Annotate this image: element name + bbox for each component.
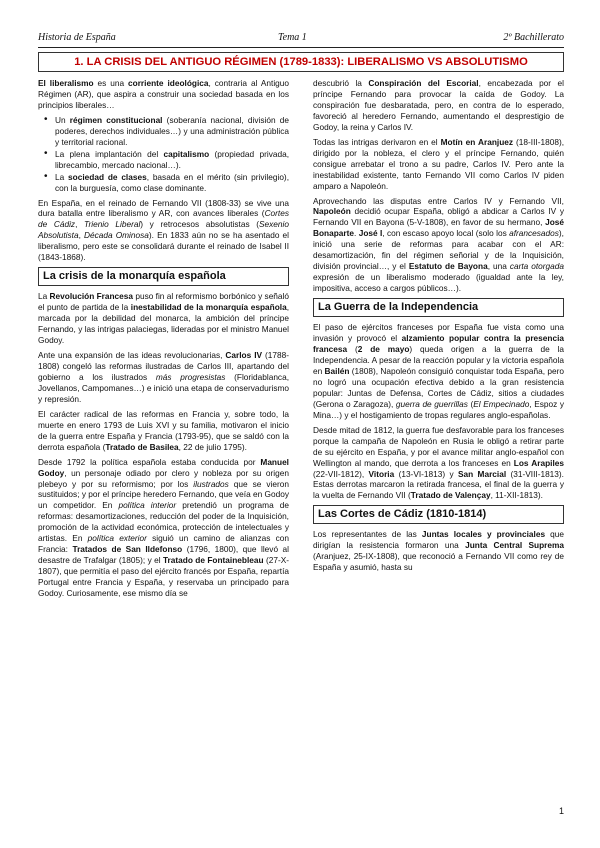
paragraph [313,196,564,295]
text-run: , marcada por la debilidad del monarca, la ambición del príncipe Fernando, y las intrigas palaciegas, lideradas por el ministro Manuel Godoy. [38,302,289,346]
text-run: (1808), Napoleón consiguió conquistar toda España, pero no logró una ocupación efectiva debido a la gran resistencia popular: Juntas de Defensa, Cortes de Cádiz, sitios a ciudades (Gerona o Zaragoza), [313,365,564,409]
text-run: Estatuto de Bayona [408,261,488,272]
text-run: Un [55,114,70,125]
text-run: afrancesados [509,228,559,239]
text-run: Junta Central Suprema [465,540,564,551]
text-run: régimen constitucional [69,114,163,125]
text-run: Tratados de San Ildefonso [72,544,183,555]
text-run: , 22 de julio 1795). [178,441,247,452]
text-run: José I [358,228,383,239]
text-run: (Aranjuez, 25-IX-1808), que reconoció a Fernando VII como rey de España y asumió, hasta su [313,551,564,573]
paragraph [313,78,564,133]
text-run: , [75,219,85,230]
text-run: política interior [118,500,177,511]
text-run: capitalismo [163,148,210,159]
text-run: , un personaje odiado por clero y nobleza por su origen plebeyo y por su reformismo; por los [38,467,289,489]
text-run: El Empecinado [473,398,530,409]
text-run: ilustrados [193,478,229,489]
text-run: Cortes de Cádiz [38,208,289,230]
text-run: . [354,228,359,239]
list-item [55,172,289,194]
text-run: , una [487,261,510,272]
liberal-principles-list [38,115,289,194]
text-run: siguió un camino de alianzas con Francia: [38,533,289,555]
page-title: 1. LA CRISIS DEL ANTIGUO RÉGIMEN (1789-1833): LIBERALISMO VS ABSOLUTISMO [38,52,564,72]
text-run: Napoleón [313,206,351,217]
spain-paragraph [38,198,289,264]
text-run: Motín en Aranjuez [440,136,514,147]
text-run: ). En 1833 aún no se ha asentado el liberalismo, pero este se consolidará durante el reinado de Isabel II (1843-1868). [38,230,289,263]
paragraph [38,457,289,599]
text-run: Manuel Godoy [38,456,289,478]
text-run: (13-VI-1813) y [394,468,458,479]
text-run: Tratado de Valençay [410,490,491,501]
text-run: , contraria al Antiguo Régimen (AR), que aspira a construir una sociedad basada en los principios liberales… [38,78,290,110]
text-run: , [78,230,84,241]
text-run: (propiedad privada, librecambio, mercado nacional…). [55,148,289,170]
text-run: (1788-1808) congeló las reformas ilustradas de Carlos III, apartando del gobierno a los ilustrados [38,350,290,382]
text-run: política exterior [87,533,147,544]
section-heading-war: La Guerra de la Independencia [313,298,564,317]
text-run: El paso de ejércitos franceses por España fue vista como una invasión y provocó el [313,322,564,344]
text-run: pretendió un programa de reformas: desamortizaciones, reducción del poder de la Inquisición, promoción de la actividad económica, protección de intelectuales y artistas. En [38,500,289,544]
text-run: Carlos IV [225,350,263,361]
header-subject: Historia de España [38,32,116,43]
header-divider [38,47,564,48]
paragraph [313,137,564,192]
text-run: , Espoz y Mina…) y el hostigamiento de tropas regulares anglo-españolas. [313,398,565,420]
right-column [313,78,564,577]
text-run: que dirigían la resistencia formaron una [313,529,565,551]
text-run: Desde mitad de 1812, la guerra fue desfavorable para los franceses porque la campaña de Napoleón en Rusia le obligó a retirar parte de su ejército en España, y por el avance militar anglo-español con Wellington al mando, que derrota a los franceses en [313,424,564,468]
paragraph [38,291,289,346]
text-run: Ante una expansión de las ideas revolucionarias, [38,350,226,361]
text-run: Los Arapiles [513,457,564,468]
list-item [55,115,289,148]
text-run: Desde 1792 la política española estaba conducida por [38,456,261,467]
text-run: Conspiración del Escorial [368,78,479,88]
text-run: es una [93,78,129,88]
text-run: 2 de mayo [357,344,410,355]
text-run: (22-VII-1812), [313,468,369,479]
header-level: 2º Bachillerato [503,32,564,43]
text-run: La plena implantación del [55,148,164,159]
text-run: San Marcial [457,468,507,479]
list-item [55,149,289,171]
text-run: puso fin al reformismo borbónico y señaló el punto de partida de la [38,291,289,313]
text-run: , 11-XII-1813). [490,490,543,501]
text-run: Todas las intrigas derivaron en el [313,136,441,147]
text-run: decidió ocupar España, obligó a abdicar a Carlos IV y Fernando VII en Bayona (5-V-1808), en favor de su hermano, [313,206,564,228]
page-number: 1 [558,806,564,816]
text-run: ( [347,344,358,355]
text-run: más progresistas [155,371,226,382]
text-run: (soberanía nacional, división de poderes, derechos individuales…) y una administración pública y territorial racional. [55,114,289,147]
text-run: ) queda origen a la guerra de la Independencia. A pesar de la reacción popular y la victoria española en [313,344,564,376]
paragraph [38,409,289,453]
text-run: , basada en el mérito (sin privilegio), con la burguesía, como clase dominante. [55,171,289,193]
text-run: guerra de guerrillas [395,398,468,409]
text-run: que se vieron sustituidos; y por el príncipe heredero Fernando, que veía en Godoy un competidor. En [38,478,289,511]
running-header [38,32,564,46]
section-heading-cortes: Las Cortes de Cádiz (1810-1814) [313,505,564,524]
text-run: Bailén [324,365,350,376]
text-run: Tratado de Fontainebleau [162,555,264,566]
text-run: Sexenio Absolutista [38,219,289,241]
text-run: El liberalismo [38,78,94,88]
paragraph [313,529,564,573]
text-run: inestabilidad de la monarquía española [130,302,287,313]
text-run: ), inició una serie de reformas para acabar con el AR: desamortización, fin del régimen señorial y de la Inquisición, división provincial…, y el [313,228,564,272]
text-run: La [38,291,50,302]
text-run: Década Ominosa [84,230,149,241]
text-run: sociedad de clases [68,171,147,182]
text-run: Juntas locales y provinciales [421,529,546,540]
text-run: La [55,171,69,182]
text-run: (1796, 1800), que llevó al desastre de Trafalgar (1805); y el [38,544,289,566]
paragraph [313,322,564,421]
text-run: Los representantes de las [313,529,422,540]
text-run: descubrió la [313,78,369,88]
text-run: , encabezada por el príncipe Fernando para provocar la caída de Godoy. La conspiración fue desbaratada, pero, en contra de lo esperado, favoreció al heredero Fernando, aumentando el desprestigio de Godoy, la reina y Carlos IV. [313,78,564,132]
text-run: José Bonaparte [313,217,564,239]
text-run: (Floridablanca, Jovellanos, Campomanes…) e inició una etapa de conservadurismo y represión. [38,371,290,404]
paragraph [313,425,564,502]
text-run: Vitoria [368,468,395,479]
text-run: En España, en el reinado de Fernando VII (1808-33) se vive una dura batalla entre liberalismo y AR, con avances liberales ( [38,197,289,219]
text-run: (18-III-1808), dirigido por la nobleza, el clero y el príncipe Fernando, quién consigue arrebatar el trono a su padre, Carlos IV. Pero ante la inestabilidad existente, tanto Fernando VII como Carlos IV piden amparo a Napoleón. [313,136,565,191]
text-run: ( [467,398,474,409]
text-run: Tratado de Basilea [105,441,179,452]
header-topic: Tema 1 [278,32,307,43]
text-run: (31-VIII-1813). Estas derrotas marcaron la retirada francesa, el final de la guerra y la vuelta de Fernando VII ( [313,468,564,501]
paragraph [38,350,289,405]
document-page [38,0,564,848]
text-run: Trienio Liberal [84,219,141,230]
text-run: alzamiento popular contra la presencia francesa [313,333,564,355]
text-run: (27-X-1807), que permitía el paso del ejército francés por España, repartía Portugal entre Francia y España, y reservaba un principado para Godoy. Curiosamente, ese mismo día se [38,555,290,599]
text-run: Revolución Francesa [49,291,134,302]
text-run: carta otorgada [509,261,564,272]
left-column [38,78,289,603]
text-run: ) y retrocesos absolutistas ( [140,219,260,230]
text-run: Aprovechando las disputas entre Carlos IV y Fernando VII, [313,195,564,206]
intro-paragraph [38,78,289,111]
text-run: corriente ideológica [128,78,209,88]
text-run: , con escaso apoyo local (solo los [382,228,510,239]
text-run: expresión de un liberalismo moderado (igualdad ante la ley, impositiva, acceso a cargos públicos…). [313,272,564,294]
text-run: El carácter radical de las reformas en Francia y, sobre todo, la muerte en enero 1793 de Luis XVI y su familia, motivaron el inicio de la guerra entre España y Francia (1793-95), que se saldó con la derrota española ( [38,408,289,452]
section-heading-crisis: La crisis de la monarquía española [38,267,289,286]
